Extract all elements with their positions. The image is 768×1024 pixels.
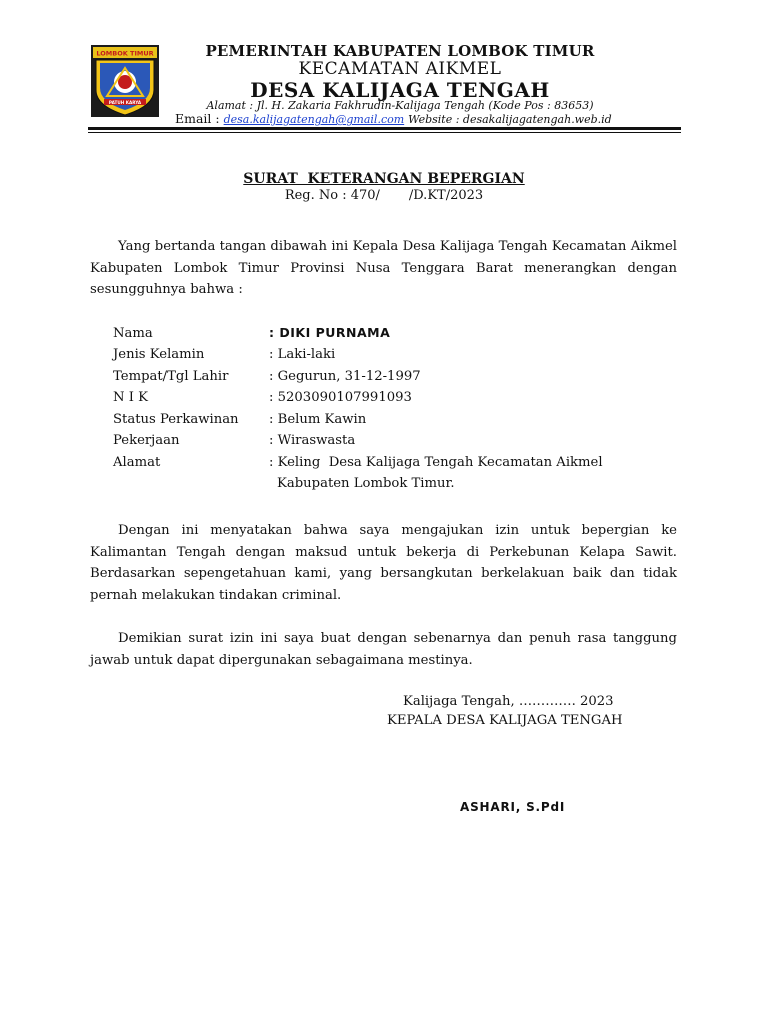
email-label: Email : bbox=[175, 111, 220, 126]
closing-text: Demikian surat izin ini saya buat dengan sebenarnya dan penuh rasa tanggung jawab untuk dapat dipergunakan sebagaimana mestinya. bbox=[90, 631, 677, 668]
signer-position: KEPALA DESA KALIJAGA TENGAH bbox=[387, 713, 623, 728]
field-tempat-tgl-lahir bbox=[113, 369, 421, 384]
field-label: Pekerjaan bbox=[113, 433, 180, 448]
field-value: : Gegurun, 31-12-1997 bbox=[269, 369, 421, 384]
field-nama bbox=[113, 325, 390, 341]
website-text: Website : desakalijagatengah.web.id bbox=[408, 113, 612, 126]
field-value: : 5203090107991093 bbox=[269, 390, 412, 405]
opening-paragraph bbox=[90, 236, 677, 301]
field-value: : Belum Kawin bbox=[269, 412, 367, 427]
place-date: Kalijaga Tengah, …………. 2023 bbox=[403, 694, 614, 709]
field-label: Status Perkawinan bbox=[113, 412, 239, 427]
logo-text-top: LOMBOK TIMUR bbox=[96, 49, 154, 58]
email-link[interactable]: desa.kalijagatengah@gmail.com bbox=[223, 113, 405, 126]
field-value: : Wiraswasta bbox=[269, 433, 356, 448]
field-label: Nama bbox=[113, 326, 153, 341]
signer-name: ASHARI, S.PdI bbox=[460, 800, 566, 814]
header-government: PEMERINTAH KABUPATEN LOMBOK TIMUR bbox=[205, 42, 595, 60]
registration-number: Reg. No : 470/ /D.KT/2023 bbox=[284, 188, 484, 203]
document-title: SURAT KETERANGAN BEPERGIAN bbox=[243, 171, 525, 187]
field-alamat bbox=[113, 455, 603, 470]
opening-text: Yang bertanda tangan dibawah ini Kepala Desa Kalijaga Tengah Kecamatan Aikmel Kabupaten Lombok Timur Provinsi Nusa Tenggara Barat menerangkan dengan sesungguhnya bahwa : bbox=[90, 239, 677, 298]
field-nik bbox=[113, 390, 412, 405]
field-value: : Laki-laki bbox=[269, 347, 336, 362]
header-address: Alamat : Jl. H. Zakaria Fakhrudin-Kalijaga Tengah (Kode Pos : 83653) bbox=[206, 99, 594, 112]
field-label: N I K bbox=[113, 390, 148, 405]
field-label: Alamat bbox=[113, 455, 161, 470]
header-rule-thin bbox=[88, 132, 681, 133]
body-paragraph bbox=[90, 520, 677, 607]
field-jenis-kelamin bbox=[113, 347, 335, 362]
header-village: DESA KALIJAGA TENGAH bbox=[250, 78, 550, 102]
header-contact bbox=[175, 111, 612, 126]
field-label: Jenis Kelamin bbox=[113, 347, 205, 362]
header-district: KECAMATAN AIKMEL bbox=[298, 59, 502, 79]
closing-paragraph bbox=[90, 628, 677, 671]
field-value: : Keling Desa Kalijaga Tengah Kecamatan Aikmel bbox=[269, 455, 603, 470]
header-rule-thick bbox=[88, 127, 681, 130]
field-label: Tempat/Tgl Lahir bbox=[113, 369, 229, 384]
field-pekerjaan bbox=[113, 433, 355, 448]
field-status-perkawinan bbox=[113, 412, 366, 427]
field-value-name: : DIKI PURNAMA bbox=[269, 325, 391, 340]
body-text: Dengan ini menyatakan bahwa saya mengajukan izin untuk bepergian ke Kalimantan Tengah dengan maksud untuk bekerja di Perkebunan Kelapa Sawit. Berdasarkan sepengetahuan kami, yang bersangkutan berkelakuan baik dan tidak pernah melakukan tindakan criminal. bbox=[90, 523, 677, 604]
logo-text-bottom: PATUH KARYA bbox=[108, 100, 142, 105]
field-alamat-continued: Kabupaten Lombok Timur. bbox=[277, 476, 455, 491]
